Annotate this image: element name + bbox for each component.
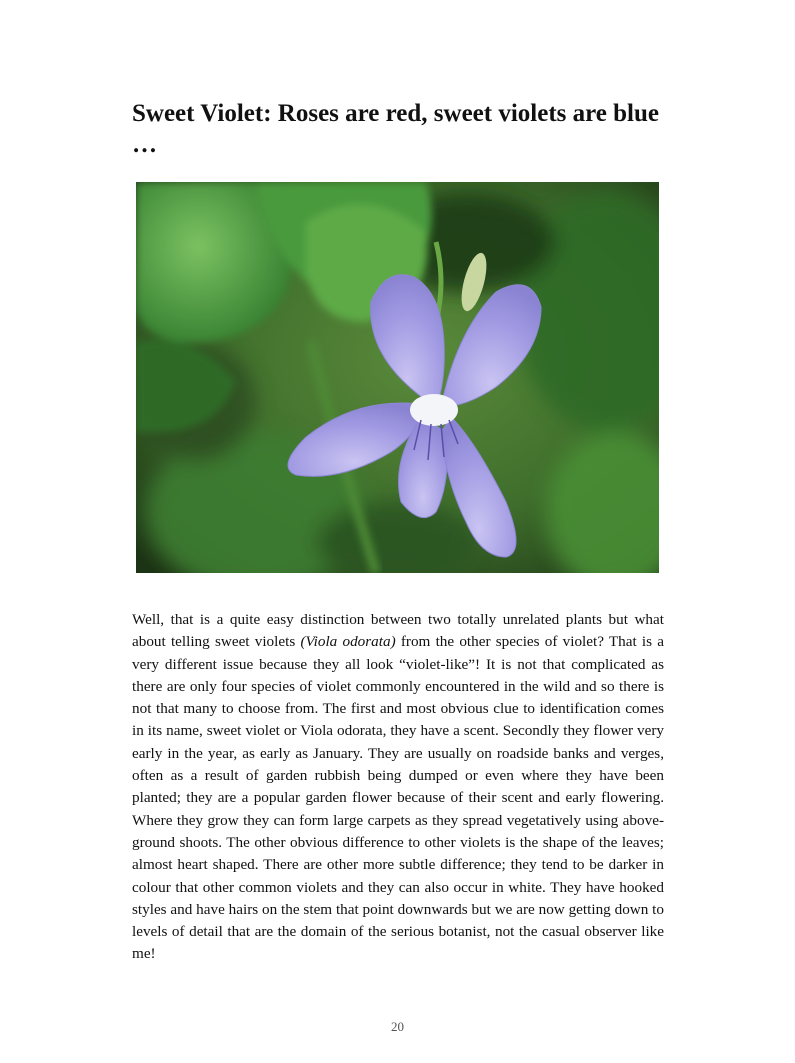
sweet-violet-photo [136, 182, 659, 573]
scientific-name: (Viola odorata) [300, 633, 396, 651]
page-number: 20 [391, 1019, 404, 1034]
page-title: Sweet Violet: Roses are red, sweet violets are blue … [132, 100, 659, 158]
paragraph-text-start: Well, that is a quite easy distinction between two totally unrelated plants but what about telling sweet violets [132, 611, 664, 651]
body-paragraph [132, 609, 664, 966]
paragraph-text-end: from the other species of violet? That is a very different issue because they all look “violet-like”! It is not that complicated as there are only four species of violet commonly encountered in the wild and so there is not that many to choose from. The first and most obvious clue to identification comes in its name, sweet violet or Viola odorata, they have a scent. Secondly they flower very early in the year, as early as January. They are usually on roadside banks and verges, often as a result of garden rubbish being dumped or even where they have been planted; they are a popular garden flower because of their scent and early flowering. Where they grow they can form large carpets as they spread vegetatively using above-ground shoots. The other obvious difference to other violets is the shape of the leaves; almost heart shaped. There are other more subtle difference; they tend to be darker in colour that other common violets and they can also occur in white. They have hooked styles and have hairs on the stem that point downwards but we are now getting down to levels of detail that are the domain of the serious botanist, not the casual observer like me! [132, 633, 664, 963]
violet-flower-image [136, 182, 659, 573]
